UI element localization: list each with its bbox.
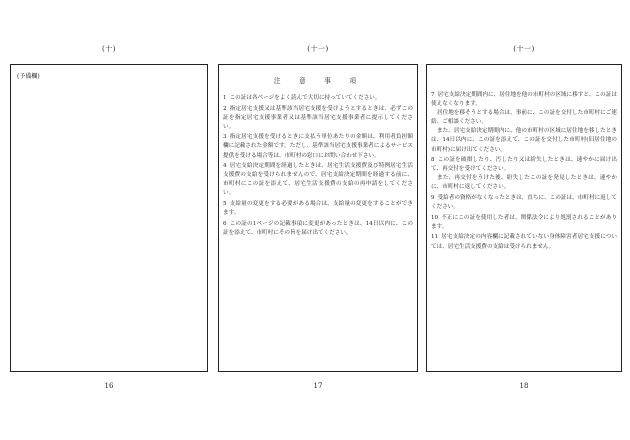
note-text: 支給量の変更をする必要がある場合は、支給量の変更をすることができます。 [223,201,413,217]
notes-panel-right [426,64,622,372]
note-item [223,200,413,218]
note-number: 2 [223,105,227,112]
note-item [431,91,617,155]
page-number-18: 18 [519,382,529,390]
note-item [431,194,617,212]
note-text: 受給者の資格がなくなったときは、直ちに、この証は、市町村に返してください。 [431,195,617,211]
reserve-label: (予備欄) [17,73,40,80]
note-text: 不正にこの証を使用した者は、関係法令により処罰されることがあります。 [431,214,617,230]
notes-list-left [219,94,417,238]
note-number: 6 [223,220,227,227]
note-item [431,233,617,251]
note-number: 10 [431,214,439,221]
note-number: 9 [431,195,435,202]
note-number: 3 [223,134,227,141]
note-item [223,94,413,103]
note-number: 11 [431,234,439,241]
note-item [223,162,413,198]
page-number-17: 17 [313,382,323,390]
note-text: 居宅支給決定の内容欄に記載されていない身体障害者居宅支援については、居宅生活支援費の支給は受けられません。 [431,234,617,250]
page-header-16: (十) [102,45,116,53]
note-item [223,105,413,132]
note-text: 指定居宅支援を受けるときに支払う単位あたりの金額は、利用者負担額欄に記載された金額です。ただし、基準該当居宅支援事業者によるサービス提供を受ける場合等は、市町村の窓口にお問い合わせ下さい。 [223,134,413,159]
reserve-panel [10,64,208,372]
note-subparagraph: また、居宅支給決定期間内に、他の市町村の区域に居住地を移したときは、14日以内に、この証を添えて、この証を交付した市町村(旧居住地の市町村)に届け出てください。 [431,128,617,153]
note-number: 7 [431,92,435,98]
note-text: この証は各ページをよく読んで大切に持っていてください。 [229,95,381,101]
note-number: 5 [223,201,227,208]
note-text: 居宅支給決定期間内に、居住地を他の市町村の区域に移すと、この証は使えなくなります。 [431,92,617,108]
note-item [431,156,617,192]
notes-panel-left [218,64,418,372]
note-item [223,133,413,160]
note-subparagraph: 居住地を移そうとする場合は、事前に、この証を交付した市町村にご連絡、ご相談ください。 [431,110,617,126]
note-subparagraph: また、再交付をうけた後、紛失したこの証を発見したときは、速やかに、市町村に返してください。 [431,175,617,191]
page-header-17: (十一) [307,45,329,53]
page-number-16: 16 [104,382,114,390]
notes-title: 注 意 事 項 [273,77,363,85]
note-text: 居宅支給決定期間を経過したときは、居宅生活支援費及び特例居宅生活支援費の支給を受けられませんので、居宅支給決定期間を経過する前に、市町村にこの証を添えて、居宅生活支援費の支給の再申請をしてください。 [223,163,413,197]
note-item [431,214,617,232]
note-text: この証の1ページの記載事項に変更があったときは、14日以内に、この証を添えて、市町村にその旨を届け出てください。 [223,220,413,236]
page-header-18: (十一) [513,45,535,53]
note-number: 1 [223,95,227,101]
note-item [223,220,413,238]
note-number: 4 [223,163,227,170]
note-text: この証を破損したり、汚したり又は紛失したときは、速やかに届け出て、再交付を受けてください。 [431,157,617,173]
note-number: 8 [431,157,435,164]
notes-list-right [427,65,621,252]
note-text: 指定居宅支援又は基準該当居宅支援を受けようとするときは、必ずこの証を指定居宅支援事業者又は基準該当居宅支援事業者に提示してください。 [223,105,413,130]
